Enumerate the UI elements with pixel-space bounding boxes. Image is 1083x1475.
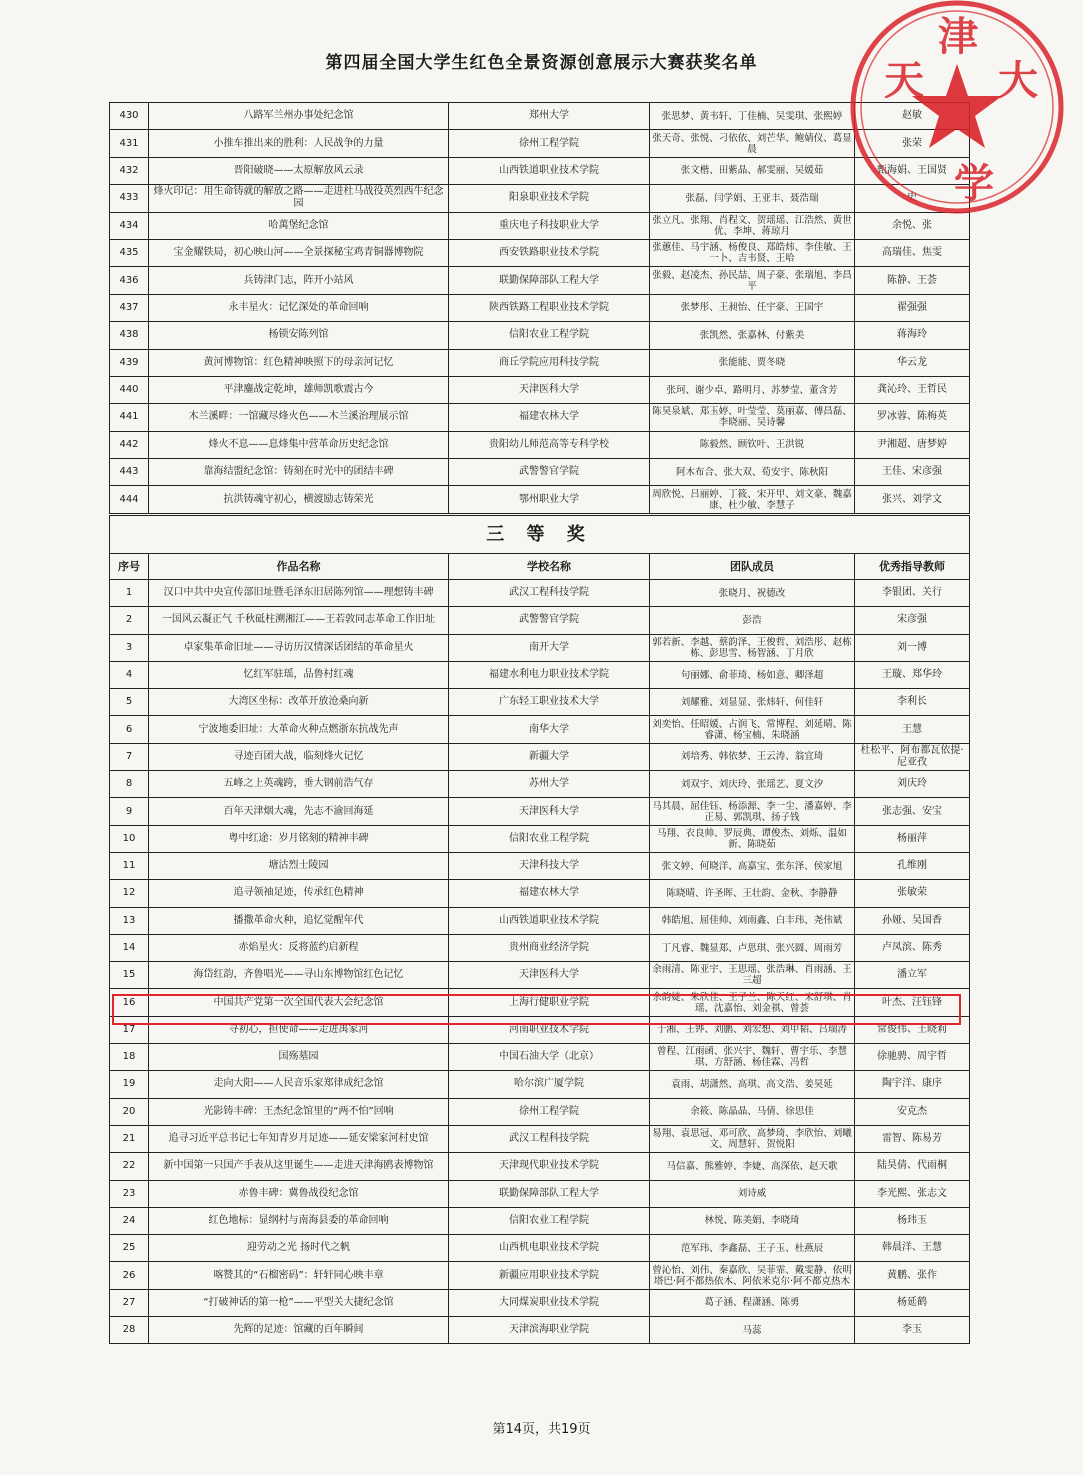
table-row — [110, 580, 970, 607]
awards-table-top — [109, 102, 970, 514]
school-name: 武警警官学院 — [449, 459, 650, 486]
row-number: 6 — [110, 716, 149, 743]
team-members: 陈昊泉斌、郑玉婷、叶莹莹、莫丽嘉、傅昌磊、李晓丽、吴诗馨 — [650, 404, 855, 431]
instructor: 常俊伟、王晓莉 — [855, 1016, 970, 1043]
row-number: 444 — [110, 486, 149, 513]
table-row — [110, 661, 970, 688]
school-name: 陕西铁路工程职业技术学院 — [449, 294, 650, 321]
row-number: 23 — [110, 1180, 149, 1207]
team-members: 阿木布合、张大双、荀安宇、陈秋阳 — [650, 459, 855, 486]
school-name: 信阳农业工程学院 — [449, 1207, 650, 1234]
svg-text:天: 天 — [884, 57, 924, 104]
table-row — [110, 376, 970, 403]
team-members: 曾程、江雨函、张兴宇、魏轩、曹宇乐、李慧琪、方舒涵、杨佳霖、冯哲 — [650, 1044, 855, 1071]
row-number: 24 — [110, 1207, 149, 1234]
seal-star-icon — [912, 64, 1002, 148]
work-name: 追寻领袖足迹，传承红色精神 — [149, 880, 449, 907]
work-name: 永丰星火：记忆深处的革命回响 — [149, 294, 449, 321]
school-name: 哈尔滨广厦学院 — [449, 1071, 650, 1098]
work-name: 迎劳动之光 扬时代之帆 — [149, 1235, 449, 1262]
school-name: 山西铁道职业技术学院 — [449, 157, 650, 184]
work-name: 走向大阳——人民音乐家郑律成纪念馆 — [149, 1071, 449, 1098]
row-number: 438 — [110, 322, 149, 349]
team-members: 张晓月、祝德改 — [650, 580, 855, 607]
work-name: 宁波地委旧址：大革命火种点燃浙东抗战先声 — [149, 716, 449, 743]
row-number: 19 — [110, 1071, 149, 1098]
work-name: 赤鲁丰碑：冀鲁战役纪念馆 — [149, 1180, 449, 1207]
awards-table-top-body — [110, 103, 970, 514]
team-members: 余韵婕、朱欣佳、王子兰、陈天红、宋舒琪、肖瑶、沈嘉怡、刘金祺、曾荟 — [650, 989, 855, 1016]
instructor: 杨丽萍 — [855, 825, 970, 852]
instructor: 孔维刚 — [855, 852, 970, 879]
row-number: 18 — [110, 1044, 149, 1071]
work-name: 中国共产党第一次全国代表大会纪念馆 — [149, 989, 449, 1016]
school-name: 福建农林大学 — [449, 404, 650, 431]
row-number: 17 — [110, 1016, 149, 1043]
table-row — [110, 907, 970, 934]
row-number: 5 — [110, 689, 149, 716]
section-title: 三 等 奖 — [110, 516, 970, 554]
instructor: 刘一博 — [855, 634, 970, 661]
team-members: 余雨清、陈亚宇、王思瑶、张浩琳、肖雨涵、王三超 — [650, 962, 855, 989]
instructor: 陈静、王荟 — [855, 267, 970, 294]
row-number: 430 — [110, 103, 149, 130]
row-number: 442 — [110, 431, 149, 458]
work-name: 汉口中共中央宣传部旧址暨毛泽东旧居陈列馆——理想铸丰碑 — [149, 580, 449, 607]
table-row — [110, 771, 970, 798]
work-name: 卓家集革命旧址——寻访历汉情深话团结的革命星火 — [149, 634, 449, 661]
school-name: 贵阳幼儿师范高等专科学校 — [449, 431, 650, 458]
school-name: 中国石油大学（北京） — [449, 1044, 650, 1071]
instructor: 潘立军 — [855, 962, 970, 989]
row-number: 437 — [110, 294, 149, 321]
table-row — [110, 267, 970, 294]
instructor: 王璇、郑华玲 — [855, 661, 970, 688]
school-name: 鄂州职业大学 — [449, 486, 650, 513]
school-name: 天津医科大学 — [449, 376, 650, 403]
svg-text:大: 大 — [998, 57, 1038, 104]
work-name: 忆红军驻瑶，品鲁村红魂 — [149, 661, 449, 688]
row-number: 11 — [110, 852, 149, 879]
team-members: 张思梦、黄韦轩、丁佳楠、吴雯琪、张熙婷 — [650, 103, 855, 130]
team-members: 余筱、陈晶晶、马倩、徐思佳 — [650, 1098, 855, 1125]
row-number: 3 — [110, 634, 149, 661]
table-row — [110, 962, 970, 989]
school-name: 南华大学 — [449, 716, 650, 743]
page-title: 第四届全国大学生红色全景资源创意展示大赛获奖名单 — [325, 53, 758, 73]
instructor: 杨延鹤 — [855, 1289, 970, 1316]
team-members: 马翔、衣良帅、罗辰典、谭俊杰、刘烁、温如新、陈晓茹 — [650, 825, 855, 852]
team-members: 句丽娜、俞菲琦、杨如意、卿泽超 — [650, 661, 855, 688]
instructor: 翟强强 — [855, 294, 970, 321]
school-name: 大同煤炭职业技术学院 — [449, 1289, 650, 1316]
table-row — [110, 798, 970, 825]
work-name: 一国风云凝正气 千秋砥柱溯湘江——王若敦同志革命工作旧址 — [149, 607, 449, 634]
school-name: 西安铁路职业技术学院 — [449, 239, 650, 266]
instructor: 张敏荣 — [855, 880, 970, 907]
school-name: 徐州工程学院 — [449, 130, 650, 157]
header-school: 学校名称 — [449, 554, 650, 580]
instructor: 余悦、张 — [855, 212, 970, 239]
school-name: 联勤保障部队工程大学 — [449, 267, 650, 294]
instructor: 李利长 — [855, 689, 970, 716]
instructor: 杨玮玉 — [855, 1207, 970, 1234]
team-members: 范军玮、李鑫磊、王子玉、杜燕辰 — [650, 1235, 855, 1262]
table-row — [110, 1180, 970, 1207]
work-name: 粤中红途：岁月铭刻的精神丰碑 — [149, 825, 449, 852]
school-name: 天津滨海职业学院 — [449, 1317, 650, 1344]
school-name: 阳泉职业技术学院 — [449, 185, 650, 212]
team-members: 易翔、袁思冠、邓可欣、高梦琦、李欣怡、刘曦文、周慧轩、贺悦阳 — [650, 1125, 855, 1152]
instructor: 高瑞佳、焦雯 — [855, 239, 970, 266]
row-number: 433 — [110, 185, 149, 212]
instructor: 李玉 — [855, 1317, 970, 1344]
table-row — [110, 212, 970, 239]
instructor: 李光熙、张志文 — [855, 1180, 970, 1207]
row-number: 439 — [110, 349, 149, 376]
school-name: 新疆大学 — [449, 743, 650, 770]
row-number: 2 — [110, 607, 149, 634]
row-number: 26 — [110, 1262, 149, 1289]
team-members: 张文婷、何晓洋、高嘉宝、张东泽、侯家旭 — [650, 852, 855, 879]
row-number: 8 — [110, 771, 149, 798]
school-name: 福建农林大学 — [449, 880, 650, 907]
row-number: 435 — [110, 239, 149, 266]
table-row — [110, 1235, 970, 1262]
school-name: 武警警官学院 — [449, 607, 650, 634]
work-name: 哈萬堡纪念馆 — [149, 212, 449, 239]
school-name: 天津现代职业技术学院 — [449, 1153, 650, 1180]
school-name: 信阳农业工程学院 — [449, 825, 650, 852]
team-members: 陈毅然、顾钦叶、王洪锐 — [650, 431, 855, 458]
team-members: 张能能、贾冬晓 — [650, 349, 855, 376]
work-name: 寻初心，担使命——走进禹家河 — [149, 1016, 449, 1043]
work-name: 晋阳破晓——太原解放风云录 — [149, 157, 449, 184]
work-name: 光影铸丰碑：王杰纪念馆里的“两不怕”回响 — [149, 1098, 449, 1125]
team-members: 韩皓旭、屈佳帅、刘雨鑫、白丰玮、尧伟斌 — [650, 907, 855, 934]
instructor: 孙娅、吴国香 — [855, 907, 970, 934]
table-row — [110, 486, 970, 513]
instructor: 龚沁玲、王哲民 — [855, 376, 970, 403]
instructor: 安克杰 — [855, 1098, 970, 1125]
work-name: 国殇墓园 — [149, 1044, 449, 1071]
school-name: 天津医科大学 — [449, 962, 650, 989]
table-row — [110, 852, 970, 879]
school-name: 武汉工程科技学院 — [449, 1125, 650, 1152]
row-number: 431 — [110, 130, 149, 157]
school-name: 贵州商业经济学院 — [449, 934, 650, 961]
table-row — [110, 743, 970, 770]
instructor: 黄鹏、张作 — [855, 1262, 970, 1289]
work-name: 赤焰星火：反将蓝约启新程 — [149, 934, 449, 961]
table-row — [110, 607, 970, 634]
team-members: 张文楷、田紫晶、郝雯丽、吴媛茹 — [650, 157, 855, 184]
table-row — [110, 294, 970, 321]
instructor: 雷智、陈易芳 — [855, 1125, 970, 1152]
school-name: 商丘学院应用科技学院 — [449, 349, 650, 376]
instructor: 刘庆玲 — [855, 771, 970, 798]
team-members: 丁凡睿、魏显郑、卢思琪、张兴圆、周雨芳 — [650, 934, 855, 961]
school-name: 上海行健职业学院 — [449, 989, 650, 1016]
header-no: 序号 — [110, 554, 149, 580]
work-name: 杨锁安陈列馆 — [149, 322, 449, 349]
school-name: 武汉工程科技学院 — [449, 580, 650, 607]
instructor: 宋彦强 — [855, 607, 970, 634]
instructor: 张志强、安宝 — [855, 798, 970, 825]
highlight-box — [112, 994, 961, 1025]
table-row — [110, 1044, 970, 1071]
work-name: 黄河博物馆：红色精神映照下的母亲河记忆 — [149, 349, 449, 376]
work-name: 追寻习近平总书记七年知青岁月足迹——延安梁家河村史馆 — [149, 1125, 449, 1152]
school-name: 苏州大学 — [449, 771, 650, 798]
table-row — [110, 322, 970, 349]
table-row — [110, 1098, 970, 1125]
instructor: 赵敏 — [855, 103, 970, 130]
school-name: 山西铁道职业技术学院 — [449, 907, 650, 934]
school-name: 山西机电职业技术学院 — [449, 1235, 650, 1262]
instructor: 叶杰、汪钰锋 — [855, 989, 970, 1016]
work-name: 小推车推出来的胜利：人民战争的力量 — [149, 130, 449, 157]
school-name: 广东轻工职业技术大学 — [449, 689, 650, 716]
school-name: 重庆电子科技职业大学 — [449, 212, 650, 239]
school-name: 信阳农业工程学院 — [449, 322, 650, 349]
school-name: 联勤保障部队工程大学 — [449, 1180, 650, 1207]
team-members: 郭若新、李越、蔡韵泽、王俊哲、刘浩彤、赵栋栋、彭思雪、杨智涵、丁月欣 — [650, 634, 855, 661]
team-members: 张天奇、张悦、刁依依、刘芒华、鲍婧仪、葛显晨 — [650, 130, 855, 157]
instructor: 韩晨洋、王慧 — [855, 1235, 970, 1262]
instructor: 张荣 — [855, 130, 970, 157]
work-name: 塘沽烈士陵园 — [149, 852, 449, 879]
table-row — [110, 431, 970, 458]
work-name: 烽火不息——息烽集中营革命历史纪念馆 — [149, 431, 449, 458]
table-row — [110, 157, 970, 184]
work-name: 八路军兰州办事处纪念馆 — [149, 103, 449, 130]
team-members: 刘诗威 — [650, 1180, 855, 1207]
svg-text:学: 学 — [954, 160, 994, 207]
instructor: 王慧 — [855, 716, 970, 743]
instructor: 尹湘超、唐梦婷 — [855, 431, 970, 458]
row-number: 12 — [110, 880, 149, 907]
school-name: 河南职业技术学院 — [449, 1016, 650, 1043]
table-row — [110, 934, 970, 961]
work-name: 五峰之上英魂跨，垂大钢前浩气存 — [149, 771, 449, 798]
row-number: 4 — [110, 661, 149, 688]
table-row — [110, 103, 970, 130]
table-row — [110, 185, 970, 212]
university-seal — [842, 0, 1072, 222]
table-row — [110, 459, 970, 486]
work-name: 寻迹百团大战，临刻烽火记忆 — [149, 743, 449, 770]
row-number: 10 — [110, 825, 149, 852]
row-number: 443 — [110, 459, 149, 486]
school-name: 福建水利电力职业技术学院 — [449, 661, 650, 688]
school-name: 南开大学 — [449, 634, 650, 661]
work-name: 红色地标：显纲村与南海县委的革命回响 — [149, 1207, 449, 1234]
team-members: 于湘、王铧、刘鹏、刘宏想、刘甲韬、吕瑞涛 — [650, 1016, 855, 1043]
team-members: 刘奕怡、任昭媛、占润飞、常博程、刘延晴、陈睿潇、杨宝楠、朱晓涵 — [650, 716, 855, 743]
table-row — [110, 1317, 970, 1344]
row-number: 15 — [110, 962, 149, 989]
header-work: 作品名称 — [149, 554, 449, 580]
instructor: 陆昊倩、代雨桐 — [855, 1153, 970, 1180]
row-number: 7 — [110, 743, 149, 770]
work-name: 播撒革命火种，追忆觉醒年代 — [149, 907, 449, 934]
team-members: 张珂、谢少卓、路明月、苏梦莹、董含芳 — [650, 376, 855, 403]
table-row — [110, 349, 970, 376]
header-members: 团队成员 — [650, 554, 855, 580]
table-row — [110, 634, 970, 661]
row-number: 22 — [110, 1153, 149, 1180]
team-members: 彭浩 — [650, 607, 855, 634]
school-name: 天津科技大学 — [449, 852, 650, 879]
work-name: 兵铸津门志，阵开小站风 — [149, 267, 449, 294]
team-members: 周欣悦、吕丽婷、丁筱、宋开甲、刘文豪、魏嘉康、杜少敏、李慧子 — [650, 486, 855, 513]
work-name: 百年天津烟大魂，先志不渝回海延 — [149, 798, 449, 825]
work-name: 大湾区坐标：改革开放沧桑向新 — [149, 689, 449, 716]
table-row — [110, 1153, 970, 1180]
team-members: 张立凡、张翔、肖程文、贺瑶瑶、江浩然、黄世优、李坤、蒋琼月 — [650, 212, 855, 239]
row-number: 13 — [110, 907, 149, 934]
work-name: 木兰溪畔：一馆藏尽烽火色——木兰溪治理展示馆 — [149, 404, 449, 431]
row-number: 434 — [110, 212, 149, 239]
instructor: 李银团、关行 — [855, 580, 970, 607]
row-number: 1 — [110, 580, 149, 607]
team-members: 陈晓晴、许圣晖、王壮韵、金秋、李静静 — [650, 880, 855, 907]
instructor: 杜松平、阿布都瓦依提·尼亚孜 — [855, 743, 970, 770]
table-row — [110, 404, 970, 431]
work-name: 平津鏖战定乾坤，雄师凯歌震古今 — [149, 376, 449, 403]
team-members: 林悦、陈美娟、李晓琦 — [650, 1207, 855, 1234]
row-number: 432 — [110, 157, 149, 184]
instructor: 甄海娟、王国贤 — [855, 157, 970, 184]
school-name: 天津医科大学 — [449, 798, 650, 825]
header-teacher: 优秀指导教师 — [855, 554, 970, 580]
table-row — [110, 689, 970, 716]
row-number: 21 — [110, 1125, 149, 1152]
svg-text:津: 津 — [938, 13, 978, 60]
team-members: 马蕊 — [650, 1317, 855, 1344]
work-name: 喀赞其的“石榴密码”：轩轩同心映丰章 — [149, 1262, 449, 1289]
instructor: 罗冰蓉、陈梅英 — [855, 404, 970, 431]
instructor: 徐驰骋、周宇哲 — [855, 1044, 970, 1071]
table-row — [110, 1207, 970, 1234]
instructor: 陶宇洋、康序 — [855, 1071, 970, 1098]
work-name: 靠海结盟纪念馆：铸刻在时光中的团结丰碑 — [149, 459, 449, 486]
work-name: 新中国第一只国产手表从这里诞生——走进天津海鸥表博物馆 — [149, 1153, 449, 1180]
row-number: 27 — [110, 1289, 149, 1316]
team-members: 张磊、闫学娟、王亚丰、聂浩瑞 — [650, 185, 855, 212]
table-row — [110, 130, 970, 157]
instructor: 张兴、刘学文 — [855, 486, 970, 513]
row-number: 9 — [110, 798, 149, 825]
table-row — [110, 1262, 970, 1289]
instructor: 卢凤滨、陈秀 — [855, 934, 970, 961]
team-members: 刘培秀、韩依梦、王云涛、翁宜琦 — [650, 743, 855, 770]
row-number: 28 — [110, 1317, 149, 1344]
work-name: 宝金耀铁局，初心映山河——全景探秘宝鸡青铜器博物院 — [149, 239, 449, 266]
table-row — [110, 716, 970, 743]
work-name: 海岱红韵，齐鲁唱光——寻山东博物馆红色记忆 — [149, 962, 449, 989]
instructor: 史 — [855, 185, 970, 212]
row-number: 441 — [110, 404, 149, 431]
school-name: 新疆应用职业技术学院 — [449, 1262, 650, 1289]
team-members: 张梦彤、王昶怡、任宇豪、王国宇 — [650, 294, 855, 321]
team-members: 马信嘉、熊雅婷、李婕、高深依、赵天歌 — [650, 1153, 855, 1180]
row-number: 20 — [110, 1098, 149, 1125]
third-prize-table — [109, 515, 970, 1344]
school-name: 徐州工程学院 — [449, 1098, 650, 1125]
team-members: 张蕙佳、马宇涵、杨俊良、郑皓炜、李佳敏、王一卜、吉韦贤、王哈 — [650, 239, 855, 266]
team-members: 曾沁怡、刘伟、秦嘉欣、吴菲霏、戴雯静、依明塔巴·阿不都热依木、阿依米克尔·阿不都克热木 — [650, 1262, 855, 1289]
work-name: “打破神话的第一枪”——平型关大捷纪念馆 — [149, 1289, 449, 1316]
instructor: 华云龙 — [855, 349, 970, 376]
school-name: 郑州大学 — [449, 103, 650, 130]
table-row — [110, 1125, 970, 1152]
work-name: 先辉的足迹：馆藏的百年瞬间 — [149, 1317, 449, 1344]
table-row — [110, 825, 970, 852]
team-members: 张凯然、张嘉林、付紫美 — [650, 322, 855, 349]
table-row — [110, 880, 970, 907]
table-row — [110, 239, 970, 266]
table-row — [110, 1289, 970, 1316]
row-number: 16 — [110, 989, 149, 1016]
work-name: 抗洪铸魂守初心，横渡励志铸荣光 — [149, 486, 449, 513]
row-number: 440 — [110, 376, 149, 403]
row-number: 436 — [110, 267, 149, 294]
row-number: 14 — [110, 934, 149, 961]
instructor: 蒋海玲 — [855, 322, 970, 349]
page-footer: 第14页，共19页 — [492, 1422, 591, 1437]
row-number: 25 — [110, 1235, 149, 1262]
team-members: 张毅、赵凌杰、孙民喆、周子豪、张瑞旭、李昌平 — [650, 267, 855, 294]
table-row — [110, 1071, 970, 1098]
third-prize-table-body — [110, 516, 970, 1344]
team-members: 袁雨、胡潇然、高琪、高文浩、姜昊延 — [650, 1071, 855, 1098]
team-members: 刘耀雅、刘显显、张炜轩、何佳轩 — [650, 689, 855, 716]
team-members: 马其晨、屈佳钰、杨添源、李一尘、潘嘉婷、李正易、郭凯琪、扬子钱 — [650, 798, 855, 825]
instructor: 王佳、宋彦强 — [855, 459, 970, 486]
team-members: 刘双宇、刘庆玲、张瑶艺、夏文汐 — [650, 771, 855, 798]
team-members: 葛子涵、程潇涵、陈勇 — [650, 1289, 855, 1316]
work-name: 烽火印记：用生命铸就的解放之路——走进杜马战役英烈西牛纪念园 — [149, 185, 449, 212]
